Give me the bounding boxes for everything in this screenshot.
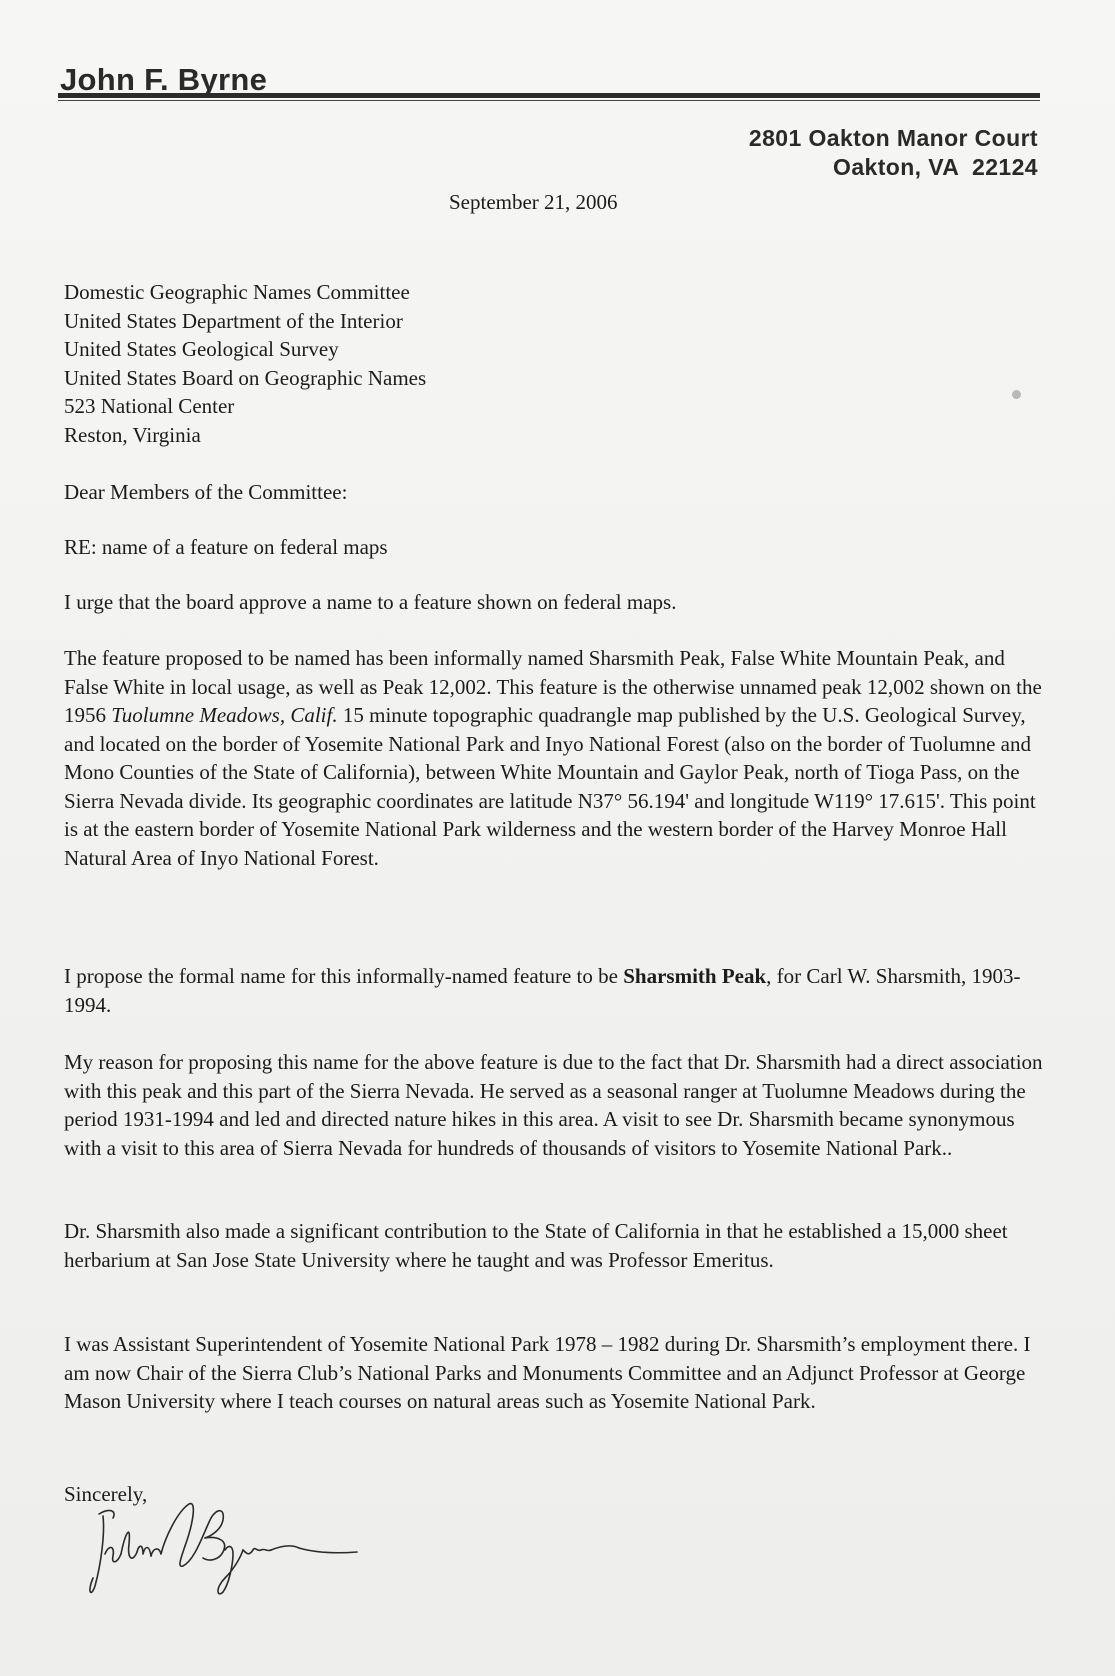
- paragraph-reason: My reason for proposing this name for the above feature is due to the fact that Dr. Sharsmith had a direct association with this peak and this part of the Sierra Nevada. He served as a seasonal ranger at Tuolumne Meadows during the period 1931-1994 and led and directed nature hikes in this area. A visit to see Dr. Sharsmith became synonymous with a visit to this area of Sierra Nevada for hundreds of thousands of visitors to Yosemite National Park..: [64, 1050, 1043, 1160]
- paragraph-text: I propose the formal name for this informally-named feature to be: [64, 964, 624, 988]
- recipient-line: United States Department of the Interior: [64, 308, 403, 333]
- paragraph-contribution: Dr. Sharsmith also made a significant contribution to the State of California in that he established a 15,000 sheet herbarium at San Jose State University where he taught and was Professor Emeritus.: [64, 1219, 1008, 1272]
- address-line-2: Oakton, VA 22124: [833, 154, 1038, 180]
- opening-sentence: I urge that the board approve a name to a feature shown on federal maps.: [64, 590, 677, 614]
- sender-address: [749, 124, 1038, 182]
- letterhead-name: John F. Byrne: [60, 62, 268, 97]
- paragraph-author-background: I was Assistant Superintendent of Yosemite National Park 1978 – 1982 during Dr. Sharsmith’s employment there. I am now Chair of the Sierra Club’s National Parks and Monuments Committee and an Adjunct Professor at George Mason University where I teach courses on natural areas such as Yosemite National Park.: [64, 1332, 1031, 1413]
- map-title: Tuolumne Meadows, Calif.: [111, 703, 338, 727]
- recipient-line: Reston, Virginia: [64, 422, 201, 447]
- letterhead-rule: [58, 93, 1040, 101]
- salutation: Dear Members of the Committee:: [64, 480, 348, 504]
- proposed-name: Sharsmith Peak: [623, 964, 767, 988]
- address-line-1: 2801 Oakton Manor Court: [748, 125, 1038, 151]
- paragraph-feature-description: [64, 644, 1054, 872]
- recipient-line: Domestic Geographic Names Committee: [64, 280, 410, 304]
- recipient-line: 523 National Center: [64, 394, 235, 418]
- letter-date: September 21, 2006: [449, 190, 618, 214]
- paragraph-text: 15 minute topographic quadrangle map published by the U.S. Geological Survey, and located on the border of Yosemite National Park and Inyo National Forest (also on the border of Tuolumne and Mono Counties of the State of California), between White Mountain and Gaylor Peak, north of Tioga Pass, on the Sierra Nevada divide. Its geographic coordinates are latitude N37° 56.194' and longitude W119° 17.615'. This point is at the eastern border of Yosemite National Park wilderness and the western border of the Harvey Monroe Hall Natural Area of Inyo National Forest.: [64, 703, 1036, 870]
- paragraph-text: , for Carl W. Sharsmith, 1903-1994.: [64, 964, 1021, 1017]
- subject-line: RE: name of a feature on federal maps: [64, 535, 388, 559]
- paper-speck: [1012, 390, 1021, 399]
- recipient-block: [64, 278, 1049, 449]
- recipient-line: United States Board on Geographic Names: [64, 365, 427, 390]
- paragraph-proposal: [64, 962, 1054, 1019]
- closing: Sincerely,: [64, 1482, 148, 1506]
- paragraph-text: The feature proposed to be named has been informally named Sharsmith Peak, False White Mountain Peak, and False White in local usage, as well as Peak 12,002. This feature is the otherwise unnamed peak 12,002 shown on the 1956: [64, 646, 1042, 727]
- recipient-line: United States Geological Survey: [64, 337, 339, 361]
- signature-image: [85, 1494, 375, 1604]
